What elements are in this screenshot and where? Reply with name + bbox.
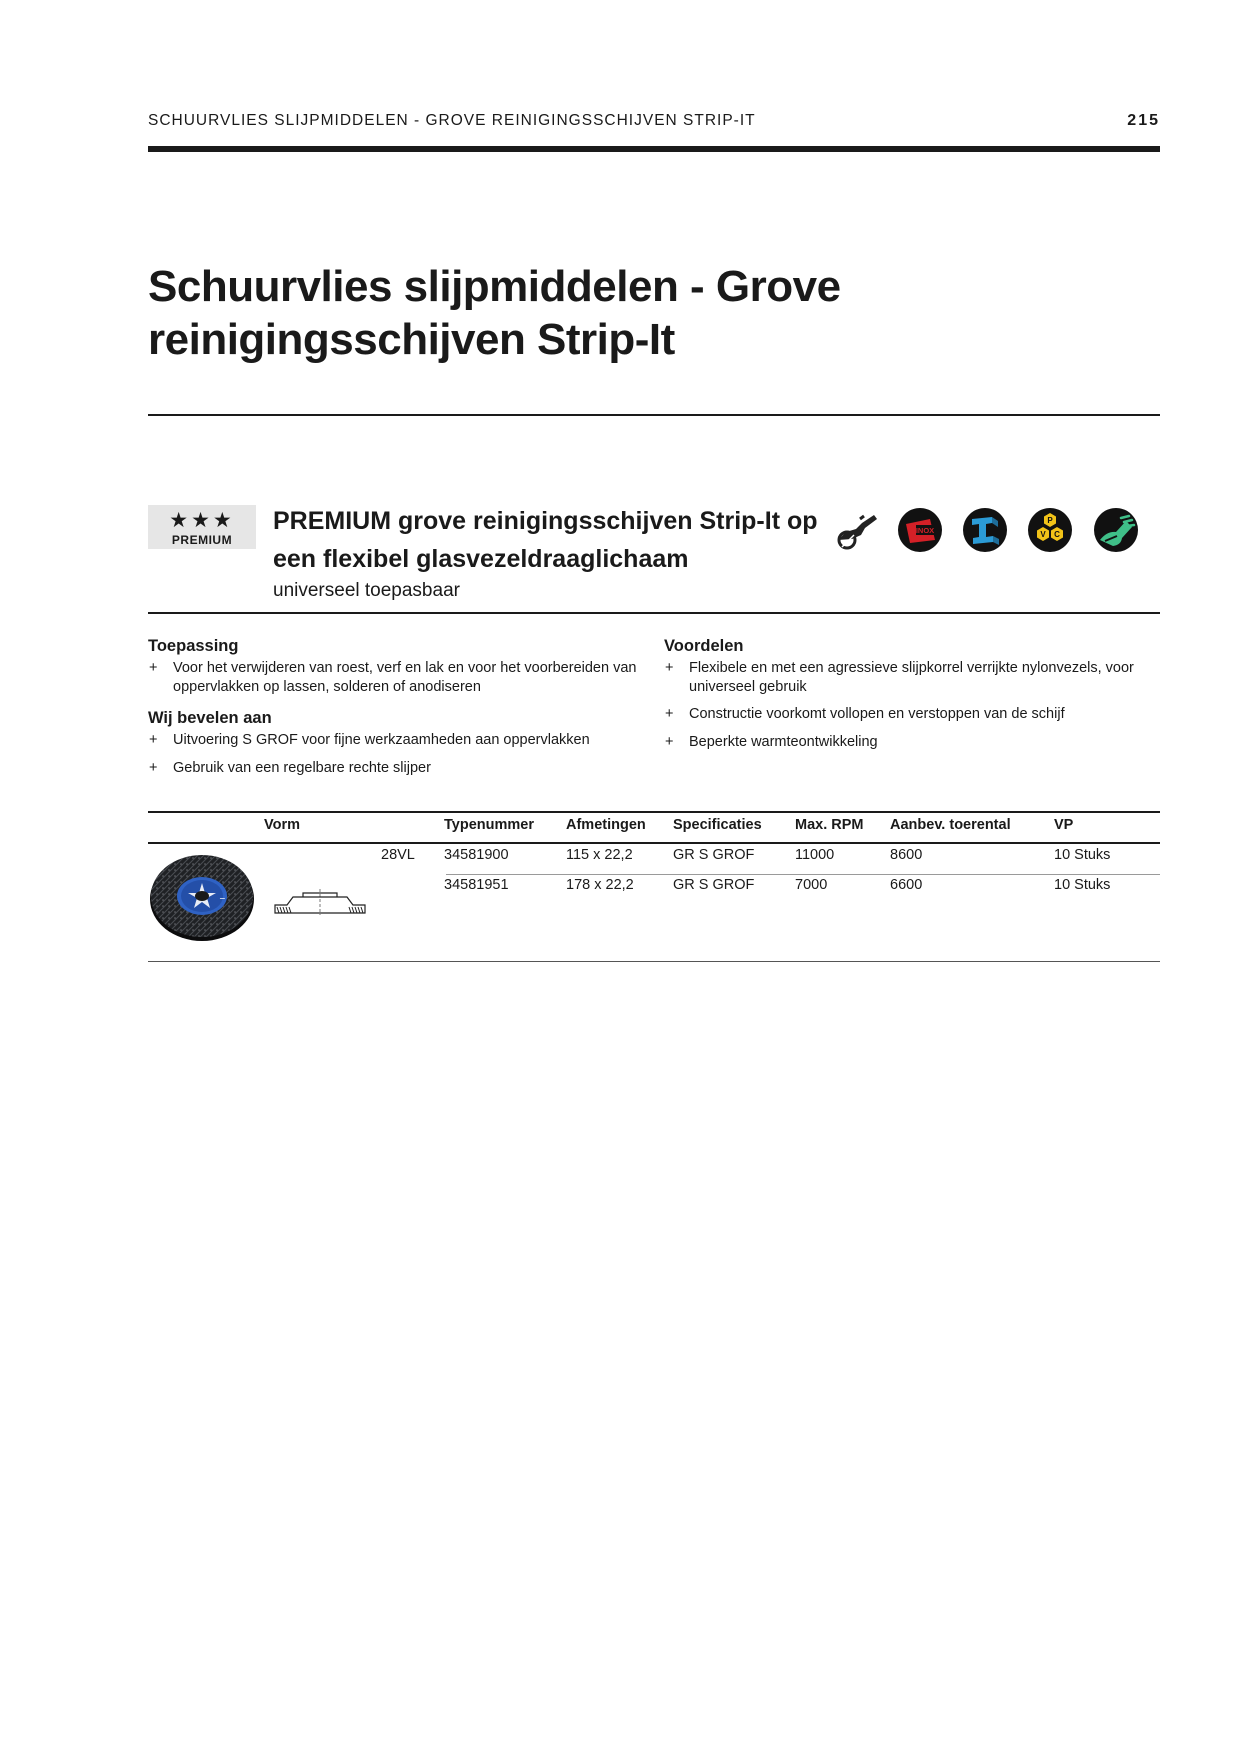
voordelen-heading: Voordelen bbox=[664, 637, 744, 655]
cell-max-rpm: 11000 bbox=[795, 847, 835, 863]
plus-bullet: + bbox=[149, 732, 158, 748]
plus-bullet: + bbox=[665, 706, 674, 722]
list-item-text: Beperkte warmteontwikkeling bbox=[689, 734, 878, 750]
cell-vp: 10 Stuks bbox=[1054, 877, 1111, 893]
cell-aanbev-toerental: 6600 bbox=[890, 877, 923, 893]
running-header bbox=[148, 112, 1160, 132]
cell-typenummer: 34581951 bbox=[444, 877, 509, 893]
plus-bullet: + bbox=[665, 660, 674, 676]
table-header-rule bbox=[148, 842, 1160, 844]
right-info-column bbox=[664, 636, 1164, 761]
inox-label: INOX bbox=[915, 526, 935, 535]
list-item-text: Constructie voorkomt vollopen en verstoppen van de schijf bbox=[689, 706, 1065, 722]
inox-icon bbox=[897, 507, 943, 553]
premium-badge bbox=[148, 505, 256, 549]
column-header-afmetingen: Afmetingen bbox=[566, 817, 646, 833]
shape-code: 28VL bbox=[381, 847, 415, 863]
pvc-icon bbox=[1027, 507, 1073, 553]
cell-vp: 10 Stuks bbox=[1054, 847, 1111, 863]
cell-aanbev-toerental: 8600 bbox=[890, 847, 923, 863]
list-item bbox=[664, 705, 1164, 724]
premium-label: PREMIUM bbox=[171, 533, 233, 547]
table-bottom-rule bbox=[148, 961, 1160, 962]
cell-specificaties: GR S GROF bbox=[673, 847, 755, 863]
list-item bbox=[148, 731, 648, 750]
pvc-letter-p: P bbox=[1047, 516, 1053, 525]
title-rule bbox=[148, 414, 1160, 416]
page-title: Schuurvlies slijpmiddelen - Grove reinigingsschijven Strip-It bbox=[148, 262, 841, 364]
list-item-text: Flexibele en met een agressieve slijpkorrel verrijkte nylonvezels, voor universeel gebruik bbox=[689, 660, 1134, 695]
list-item bbox=[664, 659, 1164, 697]
section-rule bbox=[148, 612, 1160, 614]
wij-bevelen-aan-heading: Wij bevelen aan bbox=[148, 709, 272, 727]
running-header-title: SCHUURVLIES SLIJPMIDDELEN - GROVE REINIGINGSSCHIJVEN STRIP-IT bbox=[148, 112, 756, 129]
pvc-letter-c: C bbox=[1054, 530, 1060, 539]
pvc-letter-v: V bbox=[1040, 530, 1046, 539]
cell-typenummer: 34581900 bbox=[444, 847, 509, 863]
plus-bullet: + bbox=[149, 760, 158, 776]
toepassing-heading: Toepassing bbox=[148, 637, 239, 655]
table-row-rule bbox=[446, 874, 1160, 875]
column-header-aanbev-toerental: Aanbev. toerental bbox=[890, 817, 1011, 833]
cleaning-disc-photo bbox=[149, 850, 255, 942]
premium-stars: ★★★ bbox=[169, 509, 235, 532]
toepassing-list bbox=[148, 659, 648, 697]
left-info-column bbox=[148, 636, 648, 787]
cell-max-rpm: 7000 bbox=[795, 877, 828, 893]
column-header-specificaties: Specificaties bbox=[673, 817, 762, 833]
page-number: 215 bbox=[1127, 112, 1160, 129]
column-header-vorm: Vorm bbox=[264, 817, 300, 833]
list-item bbox=[148, 659, 648, 697]
plus-bullet: + bbox=[149, 660, 158, 676]
product-subtitle: universeel toepasbaar bbox=[273, 580, 460, 601]
list-item bbox=[664, 733, 1164, 752]
list-item-text: Gebruik van een regelbare rechte slijper bbox=[173, 760, 431, 776]
product-title: PREMIUM grove reinigingsschijven Strip-It op een flexibel glasvezeldraaglichaam bbox=[273, 507, 818, 573]
svg-text:━━: ━━ bbox=[220, 896, 225, 901]
list-item-text: Uitvoering S GROF voor fijne werkzaamheden aan oppervlakken bbox=[173, 732, 590, 748]
plus-bullet: + bbox=[665, 734, 674, 750]
wij-bevelen-aan-list bbox=[148, 731, 648, 778]
cell-afmetingen: 115 x 22,2 bbox=[566, 847, 633, 863]
cell-afmetingen: 178 x 22,2 bbox=[566, 877, 634, 893]
steel-icon bbox=[962, 507, 1008, 553]
angle-grinder-icon bbox=[834, 507, 880, 553]
list-item-text: Voor het verwijderen van roest, verf en lak en voor het voorbereiden van oppervlakken op lassen, solderen of anodiseren bbox=[173, 660, 637, 695]
cell-specificaties: GR S GROF bbox=[673, 877, 755, 893]
disc-profile-drawing bbox=[273, 887, 367, 917]
column-header-vp: VP bbox=[1054, 817, 1074, 833]
coating-removal-icon bbox=[1093, 507, 1139, 553]
column-header-max-rpm: Max. RPM bbox=[795, 817, 864, 833]
column-header-typenummer: Typenummer bbox=[444, 817, 534, 833]
table-top-rule bbox=[148, 811, 1160, 813]
list-item bbox=[148, 759, 648, 778]
voordelen-list bbox=[664, 659, 1164, 752]
header-rule bbox=[148, 146, 1160, 152]
